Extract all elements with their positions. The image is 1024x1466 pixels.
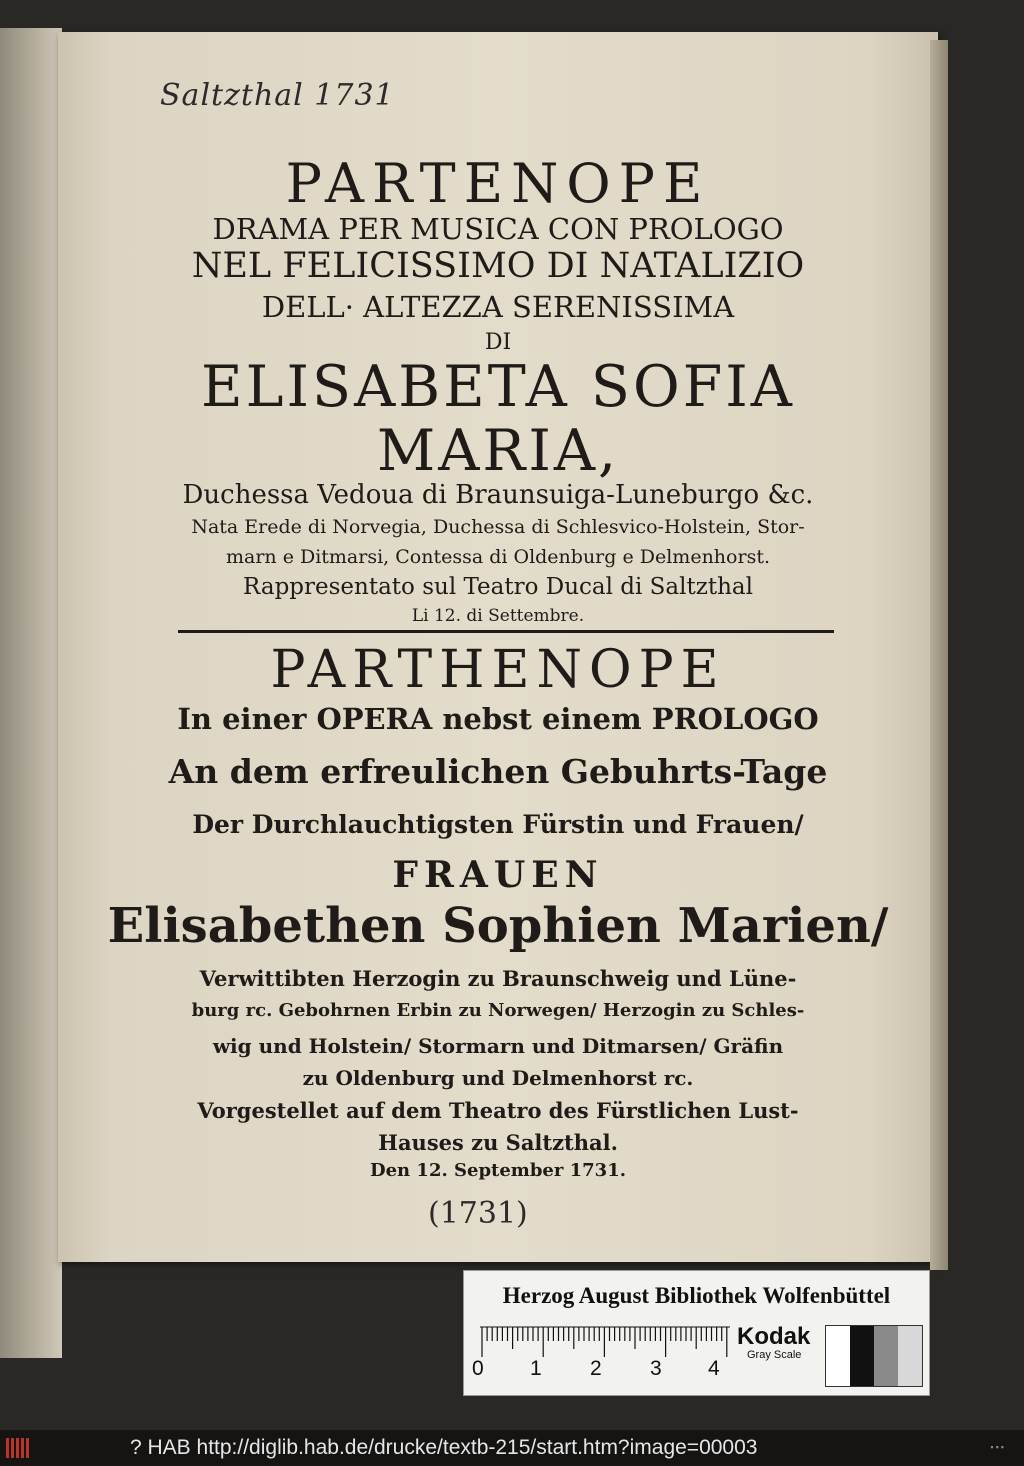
ruler-number: 3 — [650, 1357, 662, 1380]
kodak-logo: Kodak — [737, 1323, 811, 1350]
line-durchlauchtigsten: Der Durchlauchtigsten Fürstin und Frauen/ — [192, 810, 804, 839]
line-rappresentato: Rappresentato sul Teatro Ducal di Saltzthal — [243, 574, 753, 600]
status-url[interactable]: ? HAB http://diglib.hab.de/drucke/textb-215/start.htm?image=00003 — [130, 1436, 758, 1459]
line-nata-erede: Nata Erede di Norvegia, Duchessa di Schlesvico-Holstein, Stor- — [191, 516, 805, 538]
ruler-number: 2 — [590, 1357, 602, 1380]
line-oldenburg: zu Oldenburg und Delmenhorst rc. — [302, 1066, 694, 1090]
line-date-it: Li 12. di Settembre. — [411, 606, 585, 626]
status-indicator: ▪▪▪ — [990, 1442, 1006, 1452]
line-gebuhrts-tage: An dem erfreulichen Gebuhrts-Tage — [168, 752, 828, 791]
line-wig: wig und Holstein/ Stormarn und Ditmarsen/ Gräfin — [212, 1034, 784, 1058]
subtitle-di: DI — [484, 330, 512, 355]
line-marn: marn e Ditmarsi, Contessa di Oldenburg e Delmenhorst. — [225, 546, 770, 568]
line-duchessa: Duchessa Vedoua di Braunsuiga-Luneburgo &c. — [182, 480, 814, 510]
title-partenope: PARTENOPE — [285, 152, 711, 215]
line-burg: burg rc. Gebohrnen Erbin zu Norwegen/ Herzogin zu Schles- — [191, 1000, 805, 1021]
facing-page-edge — [0, 28, 62, 1358]
measurement-ruler — [480, 1325, 730, 1361]
gray-patch — [850, 1326, 874, 1386]
library-name: Herzog August Bibliothek Wolfenbüttel — [502, 1283, 891, 1308]
handwritten-note: Saltzthal 1731 — [160, 78, 395, 113]
ruler-numbers — [472, 1357, 732, 1385]
line-verwittibten: Verwittibten Herzogin zu Braunschweig und Lüne- — [199, 966, 797, 991]
subtitle-drama: DRAMA PER MUSICA CON PROLOGO — [212, 212, 784, 246]
ruler-number: 0 — [472, 1357, 484, 1380]
name-elisabethen: Elisabethen Sophien Marien/ — [107, 898, 889, 954]
line-date-de: Den 12. September 1731. — [370, 1160, 626, 1181]
gray-patch — [898, 1326, 922, 1386]
gray-scale-label: Gray Scale — [747, 1349, 802, 1361]
gray-scale-patches — [825, 1325, 923, 1387]
name-elisabeta-sofia: ELISABETA SOFIA — [201, 354, 795, 420]
name-maria: MARIA, — [376, 418, 620, 484]
gray-patch — [874, 1326, 898, 1386]
ruler-number: 1 — [530, 1357, 542, 1380]
line-frauen: FRAUEN — [392, 854, 604, 896]
library-color-card — [463, 1270, 930, 1396]
gray-patch — [826, 1326, 850, 1386]
shelfmark-note: (1731) — [428, 1196, 528, 1231]
line-hauses: Hauses zu Saltzthal. — [378, 1130, 618, 1155]
ruler-number: 4 — [708, 1357, 720, 1380]
barcode-icon — [6, 1438, 38, 1458]
subtitle-natalizio: NEL FELICISSIMO DI NATALIZIO — [191, 246, 805, 286]
subtitle-altezza: DELL· ALTEZZA SERENISSIMA — [261, 290, 735, 324]
viewer-status-bar — [0, 1430, 1024, 1466]
title-parthenope: PARTHENOPE — [270, 640, 726, 700]
section-divider — [178, 630, 834, 633]
line-vorgestellet: Vorgestellet auf dem Theatro des Fürstlichen Lust- — [197, 1098, 799, 1123]
line-opera: In einer OPERA nebst einem PROLOGO — [177, 702, 819, 736]
